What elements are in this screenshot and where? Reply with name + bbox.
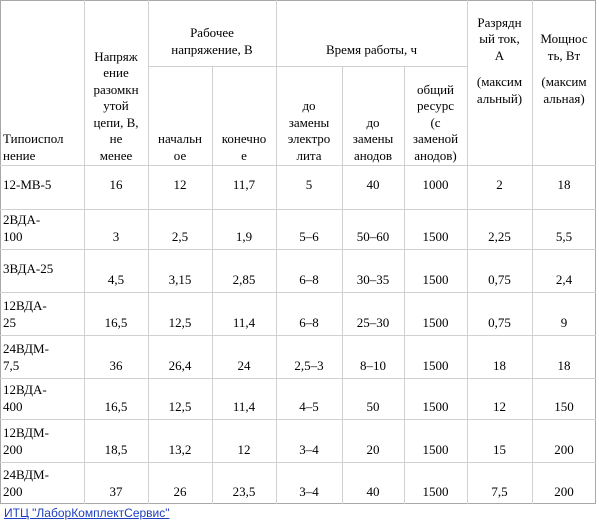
value-cell: 200 [554,441,574,457]
model-name [3,212,84,245]
header-model-line: нение [3,147,36,163]
value-cell: 1500 [422,271,449,287]
header-runtime-electrolyte-line: замены [288,114,330,130]
header-runtime-total-line: заменой [412,131,459,146]
value-cell: 30–35 [356,271,390,287]
value-cell: 150 [554,398,574,414]
header-runtime-electrolyte [276,98,342,164]
value-cell: 8–10 [360,357,386,373]
model-name [3,177,84,194]
header-open-circuit-voltage-line: не [109,131,123,146]
value-cell: 13,2 [168,441,192,457]
value-cell: 18 [557,176,571,192]
value-cell: 7,5 [491,483,508,499]
model-name [3,298,84,331]
value-cell: 11,4 [232,398,256,414]
grid-line [0,462,596,463]
value-cell: 200 [554,483,574,499]
value-cell: 6–8 [299,271,319,287]
header-voltage-end [212,131,276,164]
header-discharge-max-line: (максим [476,74,523,89]
grid-line [148,0,149,504]
header-runtime-anodes [342,115,404,165]
grid-line [0,503,596,504]
header-power [532,31,596,64]
header-discharge-current-line: А [494,47,505,63]
header-discharge-max-line: альный) [476,90,523,106]
value-cell: 2,5 [171,228,189,244]
value-cell: 1500 [422,441,449,457]
value-cell: 12 [237,441,251,457]
value-cell: 25–30 [356,314,390,330]
model-name-line: 12ВДМ- [3,425,49,440]
value-cell: 23,5 [232,483,256,499]
footer-company-link[interactable]: ИТЦ "ЛаборКомплектСервис" [4,506,170,520]
grid-line [0,292,596,293]
value-cell: 18 [493,357,506,373]
value-cell: 11,4 [232,314,256,330]
header-runtime-anodes-line: анодов [353,147,393,163]
value-cell: 12,5 [168,314,192,330]
header-power-max-line: (максим [541,74,587,89]
header-power-line: Мощнос [540,31,588,46]
value-cell: 2,25 [488,228,511,244]
value-cell: 36 [109,357,123,373]
value-cell: 24 [237,357,251,373]
header-runtime-anodes-line: замены [352,131,394,146]
model-name [3,382,84,415]
value-cell: 2,85 [232,271,256,287]
model-name-line: 12ВДА- [3,298,47,313]
header-open-circuit-voltage-line: цепи, В, [93,114,139,130]
grid-line [0,335,596,336]
header-working-voltage [148,25,276,58]
model-name-line: 100 [3,228,23,244]
value-cell: 26,4 [168,357,192,373]
value-cell: 5–6 [299,228,319,244]
header-runtime-total [404,82,467,165]
value-cell: 3–4 [299,483,319,499]
grid-line [276,0,277,504]
grid-line [0,209,596,210]
grid-line [0,249,596,250]
model-name [3,467,84,500]
model-name-line: 3ВДА-25 [3,260,54,276]
header-runtime-anodes-line: до [366,114,380,130]
value-cell: 20 [366,441,380,457]
header-power-max [532,74,596,107]
value-cell: 2,4 [555,271,573,287]
header-voltage-start [148,131,212,164]
value-cell: 1500 [422,398,449,414]
header-voltage-end-line: конечно [221,131,267,146]
value-cell: 2,5–3 [294,357,324,373]
model-name-line: 25 [3,314,16,330]
header-working-voltage-line: напряжение, В [171,41,253,57]
grid-line [0,165,596,166]
grid-line [0,419,596,420]
value-cell: 18,5 [104,441,128,457]
value-cell: 3 [112,228,120,244]
grid-line [276,66,467,67]
header-discharge-current [467,15,532,65]
value-cell: 1500 [422,228,449,244]
value-cell: 16,5 [104,314,128,330]
model-name-line: 7,5 [3,357,20,373]
header-working-voltage-line: Рабочее [190,25,234,40]
header-voltage-start-line: ое [173,147,187,163]
value-cell: 16 [109,176,123,192]
header-runtime-electrolyte-line: лита [296,147,322,163]
value-cell: 50–60 [356,228,390,244]
value-cell: 11,7 [232,176,256,192]
grid-line [0,378,596,379]
header-discharge-max [467,74,532,107]
header-runtime-total-line: (с [430,114,441,130]
header-discharge-current-line: Разрядн [477,14,522,30]
header-discharge-current-line: ый ток, [479,31,520,46]
header-model [3,131,84,164]
header-runtime-total-line: анодов) [414,147,457,163]
value-cell: 6–8 [299,314,319,330]
value-cell: 18 [557,357,571,373]
value-cell: 3–4 [299,441,319,457]
header-runtime-line: Время работы, ч [325,41,418,57]
value-cell: 12 [173,176,187,192]
header-voltage-end-line: е [241,147,247,163]
model-name-line: 24ВДМ- [3,467,49,482]
value-cell: 12,5 [168,398,192,414]
header-power-max-line: альная) [543,90,585,106]
value-cell: 0,75 [488,314,511,330]
model-name-line: 400 [3,398,23,414]
model-name-line: 12-МВ-5 [3,176,52,192]
header-open-circuit-voltage-line: разомкн [93,81,139,97]
value-cell: 26 [173,483,187,499]
header-voltage-start-line: начальн [157,131,202,146]
value-cell: 1500 [422,483,449,499]
value-cell: 2 [496,176,503,192]
header-open-circuit-voltage-line: утой [103,98,129,113]
header-open-circuit-voltage-line: Напряж [94,48,138,64]
model-name [3,341,84,374]
value-cell: 15 [493,441,506,457]
value-cell: 5,5 [555,228,573,244]
value-cell: 1,9 [235,228,253,244]
grid-line [0,0,1,504]
header-runtime-total-line: ресурс [417,98,454,113]
value-cell: 5 [305,176,313,192]
header-runtime-electrolyte-line: электро [287,131,331,146]
value-cell: 1000 [422,176,449,192]
header-power-line: ть, Вт [547,47,581,63]
value-cell: 40 [366,176,380,192]
model-name [3,425,84,458]
value-cell: 16,5 [104,398,128,414]
header-open-circuit-voltage-line: ение [103,65,129,80]
model-name [3,261,84,278]
model-name-line: 200 [3,483,23,499]
header-model-line: Типоиспол [3,131,64,146]
value-cell: 3,15 [168,271,192,287]
header-open-circuit-voltage [84,49,148,165]
header-runtime [276,42,467,59]
value-cell: 12 [493,398,506,414]
model-name-line: 2ВДА- [3,212,41,227]
grid-line [0,0,596,1]
value-cell: 40 [366,483,380,499]
grid-line [148,66,276,67]
model-name-line: 24ВДМ- [3,341,49,356]
value-cell: 4–5 [299,398,319,414]
header-runtime-total-line: общий [416,81,455,97]
value-cell: 1500 [422,357,449,373]
model-name-line: 200 [3,441,23,457]
header-open-circuit-voltage-line: менее [99,147,133,163]
value-cell: 37 [109,483,123,499]
value-cell: 50 [366,398,380,414]
header-runtime-electrolyte-line: до [302,98,316,113]
value-cell: 0,75 [488,271,511,287]
value-cell: 4,5 [107,271,125,287]
value-cell: 1500 [422,314,449,330]
model-name-line: 12ВДА- [3,382,47,397]
value-cell: 9 [560,314,568,330]
